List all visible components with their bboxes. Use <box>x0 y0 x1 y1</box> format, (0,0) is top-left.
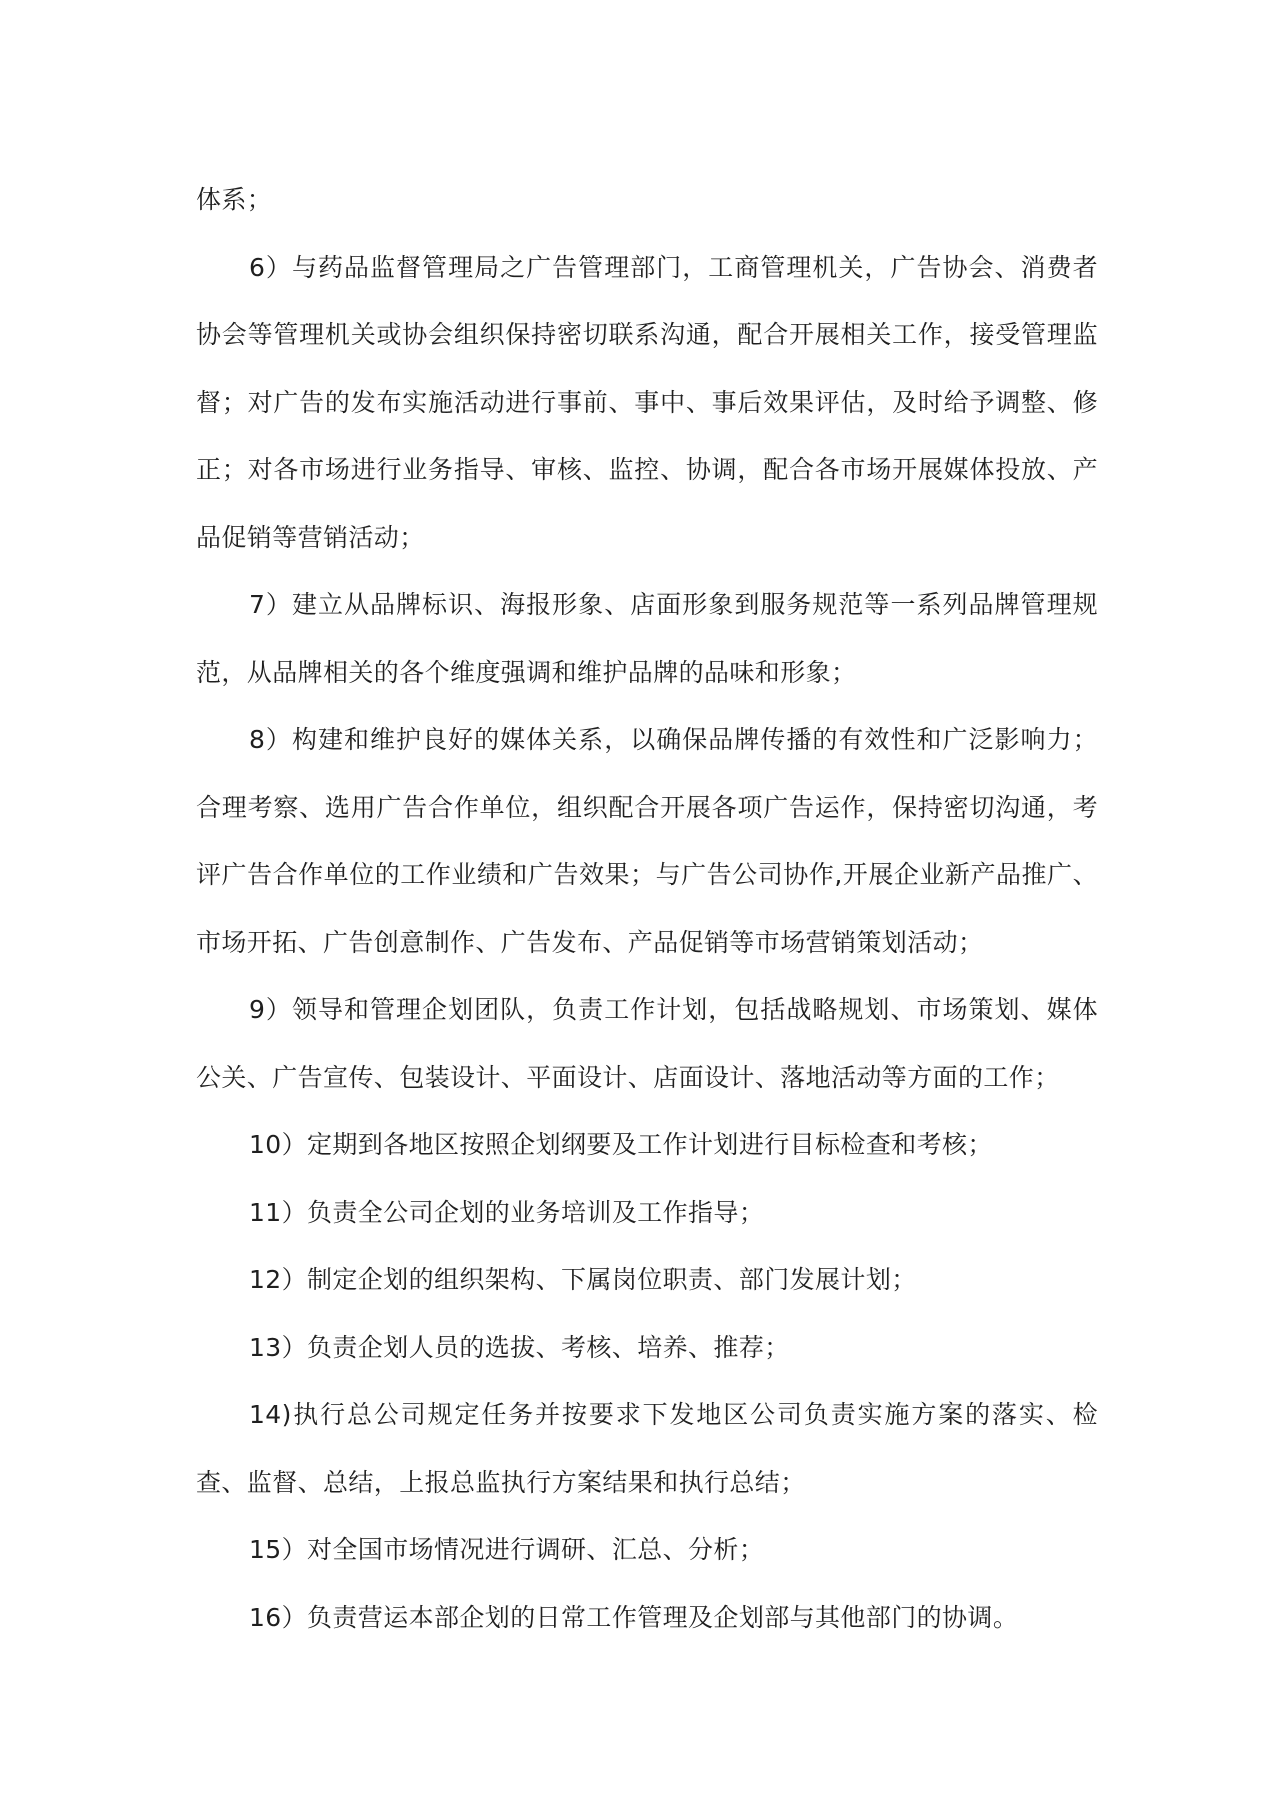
paragraph-item-15: 15）对全国市场情况进行调研、汇总、分析； <box>249 1535 765 1564</box>
paragraph-item-13: 13）负责企划人员的选拔、考核、培养、推荐； <box>249 1332 790 1362</box>
paragraph-item-6: 6）与药品监督管理局之广告管理部门，工商管理机关，广告协会、消费者协会等管理机关或协会组织保持密切联系沟通，配合开展相关工作，接受管理监督；对广告的发布实施活动进行事前、事中、事后效果评估，及时给予调整、修正；对各市场进行业务指导、审核、监控、协调，配合各市场开展媒体投放、产品促销等营销活动； <box>196 252 1098 552</box>
document-body <box>196 166 1098 1651</box>
paragraph-item-16: 16）负责营运本部企划的日常工作管理及企划部与其他部门的协调。 <box>249 1602 1019 1632</box>
paragraph-item-9: 9）领导和管理企划团队，负责工作计划，包括战略规划、市场策划、媒体公关、广告宣传、包装设计、平面设计、店面设计、落地活动等方面的工作； <box>196 995 1098 1092</box>
paragraph-item-14: 14)执行总公司规定任务并按要求下发地区公司负责实施方案的落实、检查、监督、总结，上报总监执行方案结果和执行总结； <box>196 1400 1098 1497</box>
paragraph-item-12: 12）制定企划的组织架构、下属岗位职责、部门发展计划； <box>249 1265 917 1294</box>
paragraph-item-10: 10）定期到各地区按照企划纲要及工作计划进行目标检查和考核； <box>249 1130 993 1159</box>
paragraph-item-11: 11）负责全公司企划的业务培训及工作指导； <box>249 1197 765 1227</box>
paragraph-item-7: 7）建立从品牌标识、海报形象、店面形象到服务规范等一系列品牌管理规范，从品牌相关的各个维度强调和维护品牌的品味和形象； <box>196 590 1098 687</box>
paragraph-continuation: 体系； <box>196 185 273 214</box>
paragraph-item-8: 8）构建和维护良好的媒体关系，以确保品牌传播的有效性和广泛影响力；合理考察、选用广告合作单位，组织配合开展各项广告运作，保持密切沟通，考评广告合作单位的工作业绩和广告效果；与广告公司协作,开展企业新产品推广、市场开拓、广告创意制作、广告发布、产品促销等市场营销策划活动； <box>196 725 1098 957</box>
